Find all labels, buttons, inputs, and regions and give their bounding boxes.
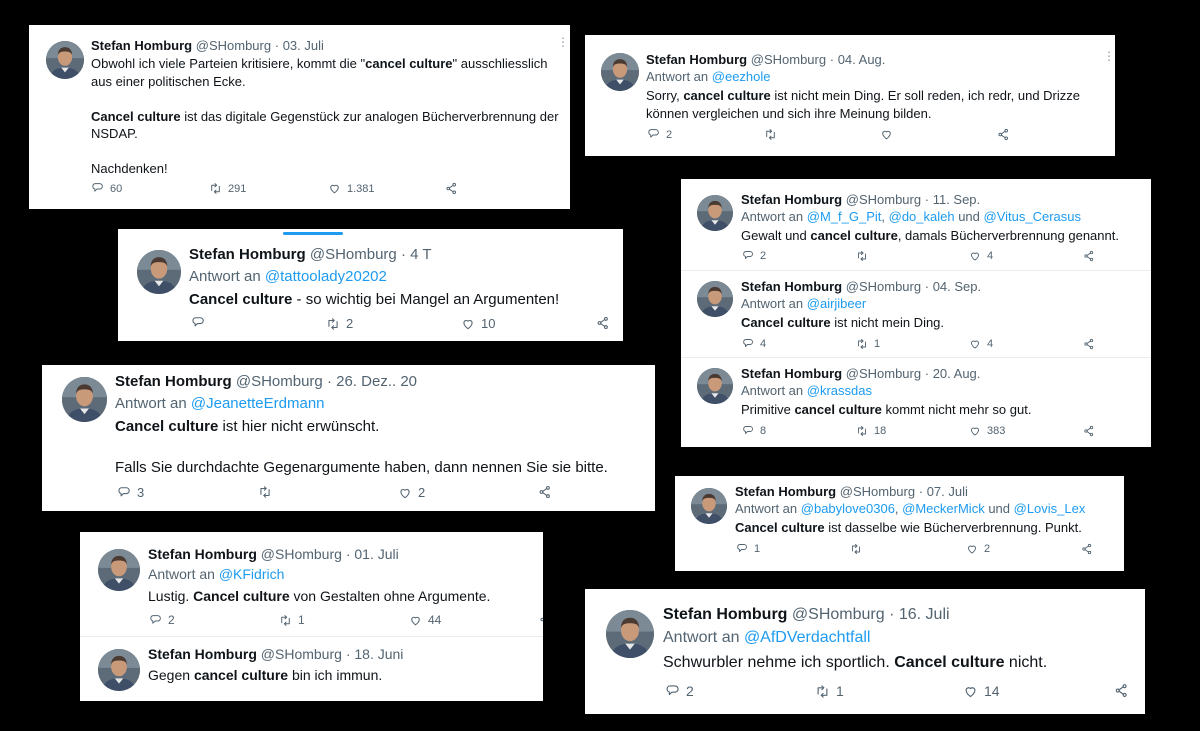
tweet-paragraph <box>646 87 1106 122</box>
like-button[interactable] <box>409 613 441 627</box>
reply-context <box>148 566 284 582</box>
avatar[interactable] <box>691 488 727 524</box>
text-run: nicht. <box>1004 654 1048 671</box>
avatar-portrait-icon <box>697 281 733 317</box>
text-run: bin ich immun. <box>288 667 383 683</box>
tweet[interactable] <box>80 532 543 636</box>
author-handle[interactable]: @SHomburg <box>260 646 342 662</box>
tweet-paragraph <box>741 227 1141 245</box>
reply-button[interactable] <box>742 425 766 437</box>
avatar-portrait-icon <box>98 549 140 591</box>
highlight-text: Cancel culture <box>894 654 1005 671</box>
text-run: Lustig. <box>148 588 194 604</box>
text-run: ist das digitale Gegenstück zur analogen Bücherverbrennung der NSDAP. <box>91 108 559 142</box>
author-handle[interactable]: @SHomburg <box>309 246 397 263</box>
avatar[interactable] <box>98 549 140 591</box>
author-name[interactable]: Stefan Homburg <box>91 38 193 53</box>
tweet-text <box>148 666 538 685</box>
reply-button[interactable] <box>665 683 694 699</box>
retweet-icon <box>850 543 862 555</box>
highlight-text: Cancel culture <box>115 418 219 435</box>
tweet-paragraph <box>91 160 561 178</box>
share-icon <box>539 613 543 626</box>
like-button[interactable] <box>969 338 993 350</box>
retweet-icon <box>258 485 272 499</box>
author-handle[interactable]: @SHomburg <box>791 606 885 623</box>
tweet-header: Stefan Homburg @SHomburg · 01. Juli <box>148 546 399 562</box>
tweet[interactable] <box>585 589 1145 714</box>
likes-count: 2 <box>418 485 426 500</box>
retweet-button[interactable] <box>258 485 272 499</box>
share-button[interactable] <box>596 316 610 330</box>
like-button[interactable] <box>963 683 1000 699</box>
share-button[interactable] <box>538 485 552 499</box>
mention-link[interactable]: @AfDVerdachtfall <box>743 629 871 646</box>
tweet[interactable] <box>42 365 655 511</box>
likes-count: 4 <box>987 338 994 350</box>
share-button[interactable] <box>997 128 1010 141</box>
likes-count: 4 <box>987 250 994 262</box>
avatar-portrait-icon <box>46 41 84 79</box>
tweet-text <box>646 87 1106 122</box>
like-button[interactable] <box>969 425 1005 437</box>
like-icon <box>966 543 978 555</box>
avatar[interactable] <box>601 53 639 91</box>
text-run: Nachdenken! <box>91 161 168 177</box>
author-name[interactable]: Stefan Homburg <box>148 546 257 562</box>
avatar[interactable] <box>697 368 733 404</box>
more-icon[interactable]: ⋮ <box>1103 49 1115 63</box>
reply-icon <box>647 128 660 141</box>
tweet[interactable] <box>675 476 1124 571</box>
author-name[interactable]: Stefan Homburg <box>148 646 257 662</box>
avatar-portrait-icon <box>62 377 107 422</box>
tweet-text <box>148 587 538 606</box>
author-handle[interactable]: @SHomburg <box>235 373 323 390</box>
share-icon <box>445 182 458 195</box>
author-name[interactable]: Stefan Homburg <box>189 246 306 263</box>
replies-count: 4 <box>760 338 767 350</box>
reply-button[interactable] <box>736 543 760 555</box>
reply-context: Antwort an @M_f_G_Pit, @do_kaleh und @Vitus_Cerasus <box>741 209 1082 224</box>
avatar-portrait-icon <box>601 53 639 91</box>
reply-context <box>189 268 387 285</box>
tweet-date[interactable]: 03. Juli <box>282 38 324 53</box>
tweet-card-7 <box>80 532 543 701</box>
author-name[interactable]: Stefan Homburg <box>735 484 837 499</box>
tweet[interactable] <box>681 179 1151 270</box>
tweet-text <box>115 417 645 478</box>
tweet-card-1 <box>29 25 570 209</box>
tweet-paragraph <box>115 458 645 478</box>
replies-count: 60 <box>110 182 123 195</box>
tweet-text <box>741 227 1141 245</box>
mention-link[interactable]: @krassdas <box>806 383 872 398</box>
mention-link[interactable]: @babylove0306 <box>800 501 895 516</box>
share-icon <box>1114 683 1129 698</box>
tweet-card-2 <box>585 35 1115 156</box>
retweet-icon <box>856 338 868 350</box>
tweet-header: Stefan Homburg @SHomburg · 16. Juli <box>663 606 950 623</box>
text-run: Obwohl ich viele Parteien kritisiere, kommt die " <box>91 56 366 71</box>
avatar-portrait-icon <box>697 195 733 231</box>
share-icon <box>1083 250 1095 262</box>
reply-prefix: Antwort an <box>115 395 191 412</box>
tweet-text <box>741 401 1141 419</box>
tweet-paragraph <box>189 290 609 310</box>
likes-count: 44 <box>428 613 442 627</box>
share-icon <box>596 316 610 330</box>
tweet-text <box>735 519 1115 537</box>
avatar[interactable] <box>697 281 733 317</box>
retweet-button[interactable] <box>856 425 886 437</box>
tweet-header: Stefan Homburg @SHomburg · 20. Aug. <box>741 366 981 381</box>
reply-prefix: Antwort an <box>646 69 712 84</box>
tweet-card-3 <box>118 229 623 341</box>
text-run: Primitive <box>741 402 795 417</box>
tweet-header: Stefan Homburg @SHomburg · 04. Sep. <box>741 279 982 294</box>
text-run: ist nicht mein Ding. <box>830 315 945 330</box>
like-icon <box>880 128 893 141</box>
reply-context <box>663 629 870 647</box>
author-name[interactable]: Stefan Homburg <box>115 373 232 390</box>
tweet-actions <box>742 338 1102 354</box>
tweet-actions <box>149 613 543 629</box>
highlight-text: cancel culture <box>365 56 453 71</box>
likes-count: 2 <box>984 543 991 555</box>
text-run: , damals Bücherverbrennung genannt. <box>897 228 1119 243</box>
tweet-paragraph <box>741 314 1141 332</box>
reply-icon <box>149 614 162 627</box>
tweet-actions <box>742 250 1102 266</box>
avatar-portrait-icon <box>697 368 733 404</box>
like-button[interactable] <box>398 485 425 500</box>
avatar-portrait-icon <box>691 488 727 524</box>
share-button[interactable] <box>539 613 543 626</box>
author-handle[interactable]: @SHomburg <box>839 484 916 499</box>
text-run: Falls Sie durchdachte Gegenargumente haben, dann nennen Sie sie bitte. <box>115 458 608 476</box>
highlight-text: cancel culture <box>794 402 882 417</box>
share-icon <box>1083 425 1095 437</box>
author-handle[interactable]: @SHomburg <box>260 546 342 562</box>
tweet[interactable] <box>118 229 623 341</box>
reply-button[interactable] <box>191 316 205 330</box>
share-icon <box>1083 338 1095 350</box>
tweet-text <box>189 290 609 310</box>
avatar[interactable] <box>46 41 84 79</box>
retweet-icon <box>815 684 830 699</box>
retweets-count: 1 <box>836 683 844 699</box>
share-icon <box>997 128 1010 141</box>
highlight-text: cancel culture <box>683 88 771 103</box>
reply-icon <box>191 316 205 330</box>
reply-prefix: Antwort an <box>741 209 807 224</box>
highlight-text: Cancel culture <box>741 315 831 330</box>
text-run: ist nicht mein Ding. Er soll reden, ich redr, und Drizze können vergleichen und sich ihre Meinung bilden. <box>646 88 1081 121</box>
like-icon <box>969 425 981 437</box>
tweet-header: Stefan Homburg @SHomburg · 26. Dez.. 20 <box>115 373 418 390</box>
avatar[interactable] <box>62 377 107 422</box>
retweet-button[interactable] <box>209 182 246 195</box>
tweet-card-6 <box>675 476 1124 571</box>
highlight-text: Cancel culture <box>193 588 290 604</box>
tweet-paragraph <box>735 519 1115 537</box>
highlight-text: Cancel culture <box>91 108 181 124</box>
reply-context <box>646 69 771 84</box>
retweet-icon <box>209 182 222 195</box>
replies-count: 2 <box>168 613 175 627</box>
tweet-date[interactable]: 18. Juni <box>354 646 404 662</box>
reply-button[interactable] <box>91 182 122 195</box>
likes-count: 383 <box>987 425 1006 437</box>
tweet[interactable] <box>585 35 1115 156</box>
share-icon <box>538 485 552 499</box>
tweet[interactable] <box>29 25 570 209</box>
retweet-button[interactable] <box>326 316 353 331</box>
tweet-card-5 <box>42 365 655 511</box>
tweet-card-8 <box>585 589 1145 714</box>
author-handle[interactable]: @SHomburg <box>750 52 827 67</box>
mention-link[interactable]: @JeanetteErdmann <box>190 395 325 412</box>
avatar-portrait-icon <box>137 250 181 294</box>
replies-count: 2 <box>760 250 767 262</box>
tweet-actions <box>91 182 491 198</box>
replies-count: 2 <box>686 683 694 699</box>
avatar-portrait-icon <box>98 649 140 691</box>
mention-link[interactable]: @tattoolady20202 <box>264 268 387 285</box>
highlight-text: Cancel culture <box>189 291 293 308</box>
mention-link[interactable]: @MeckerMick <box>902 501 985 516</box>
mention-link[interactable]: @airjibeer <box>806 296 867 311</box>
like-button[interactable] <box>461 316 495 331</box>
tweet-header: Stefan Homburg @SHomburg · 04. Aug. <box>646 52 886 67</box>
retweet-button[interactable] <box>850 543 862 555</box>
tweet[interactable] <box>80 637 543 701</box>
reply-prefix: Antwort an <box>663 629 744 646</box>
tweet-header: Stefan Homburg @SHomburg · 11. Sep. <box>741 192 981 207</box>
reply-context <box>741 383 872 398</box>
tweet-header: Stefan Homburg @SHomburg · 4 T <box>189 246 432 263</box>
author-handle[interactable]: @SHomburg <box>195 38 272 53</box>
tweet-date[interactable]: 26. Dez.. 20 <box>336 373 418 390</box>
like-button[interactable] <box>328 182 375 195</box>
reply-prefix: Antwort an <box>741 296 807 311</box>
reply-icon <box>742 338 754 350</box>
likes-count: 14 <box>984 683 1000 699</box>
author-handle[interactable]: @SHomburg <box>845 192 922 207</box>
highlight-text: cancel culture <box>810 228 898 243</box>
tweet-text <box>663 652 1133 674</box>
replies-count: 3 <box>137 485 145 500</box>
tweet-paragraph <box>91 55 561 90</box>
highlight-text: Cancel culture <box>735 520 825 535</box>
tweet-date[interactable]: 04. Aug. <box>837 52 886 67</box>
author-name[interactable]: Stefan Homburg <box>663 606 788 623</box>
mention-link[interactable]: @Vitus_Cerasus <box>983 209 1082 224</box>
retweets-count: 1 <box>874 338 881 350</box>
mention-link[interactable]: @do_kaleh <box>888 209 955 224</box>
reply-icon <box>742 425 754 437</box>
retweets-count: 291 <box>228 182 247 195</box>
tweet-actions <box>117 485 557 501</box>
more-icon[interactable]: ⋮ <box>557 35 569 49</box>
text-run: Gegen <box>148 667 194 683</box>
tweet-actions <box>647 128 1047 144</box>
text-run: ist dasselbe wie Bücherverbrennung. Punkt. <box>824 520 1082 535</box>
like-button[interactable] <box>969 250 993 262</box>
avatar-portrait-icon <box>606 610 654 658</box>
reply-prefix: Antwort an <box>741 383 807 398</box>
like-icon <box>963 684 978 699</box>
replies-count: 2 <box>666 128 673 141</box>
retweet-icon <box>326 317 340 331</box>
retweet-button[interactable] <box>856 338 880 350</box>
share-icon <box>1081 543 1093 555</box>
retweet-button[interactable] <box>815 683 844 699</box>
tweet[interactable] <box>681 271 1151 357</box>
reply-context: Antwort an @babylove0306, @MeckerMick und @Lovis_Lex <box>735 501 1086 516</box>
share-button[interactable] <box>1114 683 1129 698</box>
text-run: Schwurbler nehme ich sportlich. <box>663 654 895 671</box>
tweet-date[interactable]: 4 T <box>410 246 432 263</box>
reply-icon <box>117 486 131 500</box>
reply-prefix: Antwort an <box>148 566 219 582</box>
reply-button[interactable] <box>117 485 144 500</box>
tweet-header: Stefan Homburg @SHomburg · 03. Juli <box>91 38 324 53</box>
reply-prefix: Antwort an <box>735 501 801 516</box>
text-run: kommt nicht mehr so gut. <box>881 402 1032 417</box>
tweet-date[interactable]: 11. Sep. <box>932 192 981 207</box>
author-handle[interactable]: @SHomburg <box>845 366 922 381</box>
like-icon <box>969 338 981 350</box>
tweet-date[interactable]: 20. Aug. <box>932 366 981 381</box>
retweets-count: 2 <box>346 316 354 331</box>
mention-link[interactable]: @Lovis_Lex <box>1013 501 1086 516</box>
tweet-actions <box>736 543 1096 559</box>
retweet-button[interactable] <box>856 250 868 262</box>
mention-link[interactable]: @KFidrich <box>218 566 285 582</box>
share-button[interactable] <box>1081 543 1093 555</box>
author-name[interactable]: Stefan Homburg <box>741 192 843 207</box>
likes-count: 10 <box>481 316 496 331</box>
retweet-button[interactable] <box>764 128 777 141</box>
tweet-date[interactable]: 16. Juli <box>898 606 950 623</box>
retweet-button[interactable] <box>279 613 305 627</box>
reply-icon <box>91 182 104 195</box>
avatar[interactable] <box>606 610 654 658</box>
author-name[interactable]: Stefan Homburg <box>741 366 843 381</box>
likes-count: 1.381 <box>347 182 375 195</box>
replies-count: 1 <box>754 543 761 555</box>
reply-button[interactable] <box>742 338 766 350</box>
tweet-paragraph <box>148 587 538 606</box>
tweet-header: Stefan Homburg @SHomburg · 07. Juli <box>735 484 968 499</box>
avatar[interactable] <box>697 195 733 231</box>
like-icon <box>328 182 341 195</box>
reply-icon <box>736 543 748 555</box>
text-run: ist hier nicht erwünscht. <box>218 418 380 435</box>
tweet-actions <box>742 425 1102 441</box>
like-icon <box>398 486 412 500</box>
mention-link[interactable]: @M_f_G_Pit <box>806 209 882 224</box>
tweet-actions <box>191 316 611 332</box>
share-button[interactable] <box>1083 338 1095 350</box>
reply-prefix: Antwort an <box>189 268 265 285</box>
like-button[interactable] <box>966 543 990 555</box>
tweet-date[interactable]: 01. Juli <box>354 546 399 562</box>
tweet-text <box>741 314 1141 332</box>
share-button[interactable] <box>1083 250 1095 262</box>
tweet-paragraph <box>91 108 561 143</box>
highlight-text: cancel culture <box>193 667 289 683</box>
tweet-paragraph <box>148 666 538 685</box>
retweet-icon <box>764 128 777 141</box>
reply-context <box>741 296 866 311</box>
retweet-icon <box>856 250 868 262</box>
retweet-icon <box>856 425 868 437</box>
tweet-paragraph <box>115 417 645 437</box>
tweet-actions <box>665 683 1135 699</box>
like-button[interactable] <box>880 128 893 141</box>
reply-icon <box>665 684 680 699</box>
tweet-paragraph <box>741 401 1141 419</box>
text-run: von Gestalten ohne Argumente. <box>289 588 491 604</box>
tweet-date[interactable]: 07. Juli <box>926 484 968 499</box>
like-icon <box>969 250 981 262</box>
tweet-text <box>91 55 561 178</box>
reply-icon <box>742 250 754 262</box>
text-run: Gewalt und <box>741 228 811 243</box>
tweet-date[interactable]: 04. Sep. <box>932 279 982 294</box>
reply-button[interactable] <box>742 250 766 262</box>
replies-count: 8 <box>760 425 767 437</box>
text-run: - so wichtig bei Mangel an Argumenten! <box>292 291 560 308</box>
avatar[interactable] <box>98 649 140 691</box>
reply-context <box>115 395 325 412</box>
author-name[interactable]: Stefan Homburg <box>741 279 843 294</box>
like-icon <box>461 317 475 331</box>
retweets-count: 1 <box>298 613 305 627</box>
text-run: Sorry, <box>646 88 684 103</box>
like-icon <box>409 614 422 627</box>
mention-link[interactable]: @eezhole <box>711 69 771 84</box>
tweet-card-4 <box>681 179 1151 447</box>
share-button[interactable] <box>1083 425 1095 437</box>
avatar[interactable] <box>137 250 181 294</box>
tweet-header: Stefan Homburg @SHomburg · 18. Juni <box>148 646 404 662</box>
author-handle[interactable]: @SHomburg <box>845 279 922 294</box>
reply-button[interactable] <box>647 128 672 141</box>
share-button[interactable] <box>445 182 458 195</box>
tweet[interactable] <box>681 358 1151 447</box>
text-run: " ausschliesslich aus einer politischen Ecke. <box>91 56 548 89</box>
reply-button[interactable] <box>149 613 175 627</box>
retweet-icon <box>279 614 292 627</box>
retweets-count: 18 <box>874 425 887 437</box>
tweet-paragraph <box>663 652 1133 674</box>
author-name[interactable]: Stefan Homburg <box>646 52 748 67</box>
